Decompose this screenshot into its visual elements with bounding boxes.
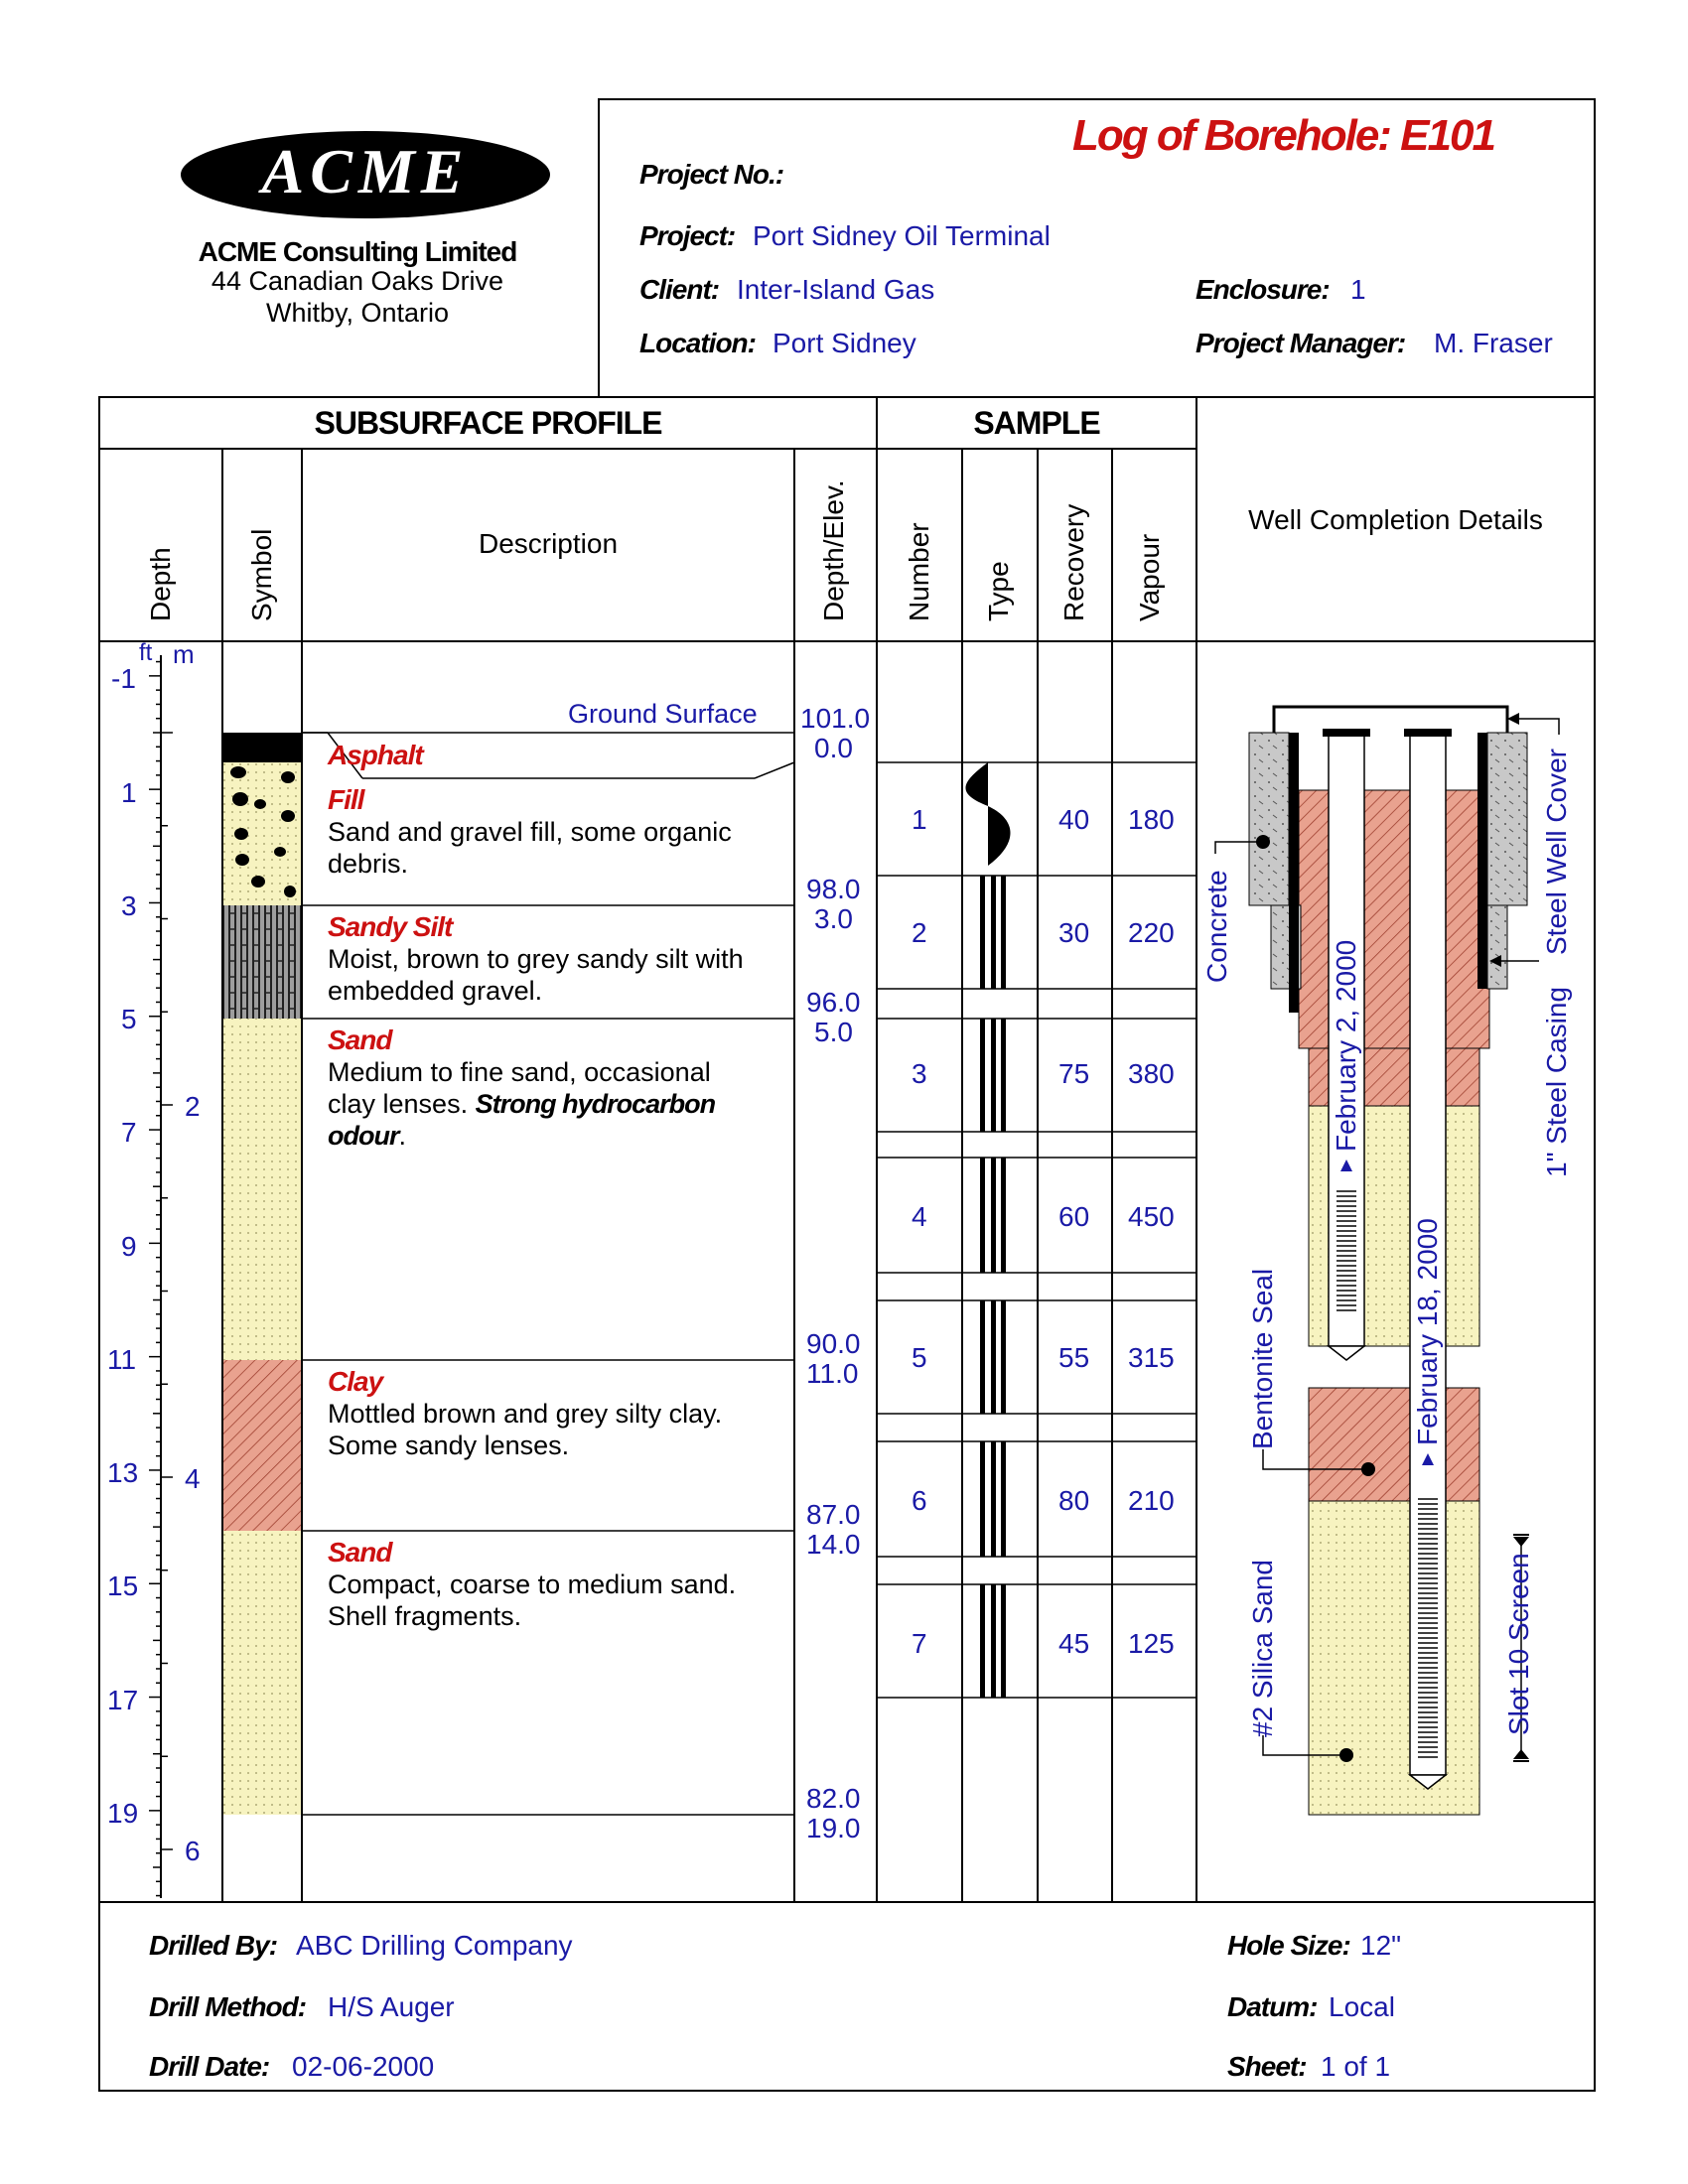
layer-description-text: clay lenses. (328, 1089, 469, 1119)
layer-name: Sand (328, 1024, 392, 1055)
sample-recovery: 75 (1058, 1058, 1090, 1089)
client-value: Inter-Island Gas (737, 274, 935, 305)
ground-surface-label: Ground Surface (568, 699, 758, 729)
elevation-value: 82.0 (806, 1783, 861, 1814)
project-no-label: Project No.: (639, 159, 784, 190)
manager-label: Project Manager: (1196, 328, 1406, 358)
elevation-value: 96.0 (806, 987, 861, 1018)
layer-description: embedded gravel. (328, 976, 543, 1006)
sample-recovery: 40 (1058, 804, 1090, 835)
recovery-header: Recovery (1058, 503, 1089, 621)
sample-number: 6 (912, 1485, 927, 1516)
drill-date-label: Drill Date: (149, 2051, 270, 2082)
subsurface-profile-heading: SUBSURFACE PROFILE (314, 405, 662, 441)
company-address-1: 44 Canadian Oaks Drive (211, 266, 504, 296)
depth-header: Depth (145, 547, 176, 621)
sample-number: 4 (912, 1201, 927, 1232)
company-logo: ACME (261, 136, 470, 206)
datum-label: Datum: (1227, 1991, 1318, 2022)
sample-recovery: 30 (1058, 917, 1090, 948)
location-value: Port Sidney (773, 328, 916, 358)
sample-number: 2 (912, 917, 927, 948)
sample-number: 7 (912, 1628, 927, 1659)
ft-tick-label: 19 (107, 1798, 139, 1829)
sample-recovery: 80 (1058, 1485, 1090, 1516)
ft-tick-label: 15 (107, 1570, 139, 1601)
layer-emphasis: Strong hydrocarbon (475, 1089, 716, 1119)
ft-tick-label: 11 (107, 1344, 137, 1375)
vapour-header: Vapour (1134, 533, 1165, 621)
sample-heading: SAMPLE (973, 405, 1100, 441)
sheet-label: Sheet: (1227, 2051, 1307, 2082)
layer-description: Moist, brown to grey sandy silt with (328, 944, 744, 974)
slot-screen-label: Slot 10 Screen (1503, 1553, 1534, 1735)
type-header: Type (983, 561, 1014, 621)
ft-tick-label: 17 (107, 1685, 139, 1715)
ft-tick-label: 1 (121, 777, 137, 808)
sample-vapour: 315 (1128, 1342, 1175, 1373)
ft-tick-label: 5 (121, 1004, 137, 1034)
layer-description: Sand and gravel fill, some organic (328, 817, 732, 847)
project-label: Project: (639, 220, 736, 251)
layer-description: Compact, coarse to medium sand. (328, 1570, 737, 1599)
description-header: Description (478, 528, 619, 559)
hole-size-label: Hole Size: (1227, 1930, 1350, 1961)
layer-name: Asphalt (328, 740, 423, 770)
ft-tick-label: 13 (107, 1457, 139, 1488)
steel-well-cover-label: Steel Well Cover (1541, 748, 1572, 955)
sample-vapour: 450 (1128, 1201, 1175, 1232)
project-value: Port Sidney Oil Terminal (753, 220, 1051, 251)
depth-elev-header: Depth/Elev. (818, 479, 849, 621)
depth-value: 5.0 (814, 1017, 853, 1047)
layer-description: Shell fragments. (328, 1601, 522, 1631)
drill-date-value: 02-06-2000 (292, 2051, 435, 2082)
hole-size-value: 12" (1360, 1930, 1402, 1961)
page-title: Log of Borehole: E101 (1072, 111, 1494, 160)
sample-vapour: 210 (1128, 1485, 1175, 1516)
layer-name: Fill (328, 784, 364, 815)
m-tick-label: 6 (185, 1836, 201, 1866)
layer-description: debris. (328, 849, 409, 879)
elevation-value: 98.0 (806, 874, 861, 904)
sheet-value: 1 of 1 (1321, 2051, 1391, 2082)
sample-recovery: 45 (1058, 1628, 1090, 1659)
well-completion-header: Well Completion Details (1248, 504, 1543, 535)
bentonite-seal-label: Bentonite Seal (1247, 1268, 1278, 1449)
manager-value: M. Fraser (1434, 328, 1553, 358)
layer-description: Some sandy lenses. (328, 1431, 570, 1460)
elevation-value: 101.0 (800, 703, 871, 734)
drilled-by-value: ABC Drilling Company (296, 1930, 573, 1961)
company-address-2: Whitby, Ontario (265, 298, 450, 328)
depth-value: 19.0 (806, 1813, 861, 1843)
water-level-date-2: February 18, 2000 (1412, 1218, 1443, 1445)
depth-value: 0.0 (814, 733, 853, 763)
elevation-value: 87.0 (806, 1499, 861, 1530)
ft-unit-label: ft (139, 639, 153, 666)
silica-sand-label: #2 Silica Sand (1247, 1559, 1278, 1737)
layer-name: Sand (328, 1537, 392, 1568)
enclosure-value: 1 (1350, 274, 1366, 305)
m-unit-label: m (173, 639, 195, 669)
water-level-date-1: February 2, 2000 (1331, 939, 1361, 1152)
layer-emphasis: odour (328, 1121, 399, 1151)
sample-vapour: 125 (1128, 1628, 1175, 1659)
symbol-header: Symbol (246, 528, 277, 621)
drilled-by-label: Drilled By: (149, 1930, 278, 1961)
sample-number: 3 (912, 1058, 927, 1089)
concrete-label: Concrete (1201, 870, 1232, 983)
sample-vapour: 180 (1128, 804, 1175, 835)
elevation-value: 90.0 (806, 1328, 861, 1359)
ft-tick-label: 7 (121, 1117, 137, 1148)
layer-name: Sandy Silt (328, 911, 453, 942)
enclosure-label: Enclosure: (1196, 274, 1330, 305)
depth-value: 11.0 (806, 1358, 859, 1389)
m-tick-label: 4 (185, 1463, 201, 1494)
sample-recovery: 60 (1058, 1201, 1090, 1232)
sample-vapour: 380 (1128, 1058, 1175, 1089)
depth-value: 14.0 (806, 1529, 861, 1560)
datum-value: Local (1329, 1991, 1395, 2022)
layer-description: Medium to fine sand, occasional (328, 1057, 711, 1087)
company-name: ACME Consulting Limited (198, 236, 517, 267)
drill-method-label: Drill Method: (149, 1991, 307, 2022)
ft-tick-label: 3 (121, 890, 137, 921)
m-tick-label: 2 (185, 1091, 201, 1122)
location-label: Location: (639, 328, 756, 358)
layer-description: Mottled brown and grey silty clay. (328, 1399, 723, 1429)
sample-recovery: 55 (1058, 1342, 1090, 1373)
layer-name: Clay (328, 1366, 383, 1397)
depth-ruler (149, 655, 173, 1898)
ft-tick-label: -1 (111, 663, 136, 694)
sample-vapour: 220 (1128, 917, 1175, 948)
steel-casing-label: 1" Steel Casing (1541, 986, 1572, 1177)
sample-number: 5 (912, 1342, 927, 1373)
number-header: Number (904, 522, 934, 621)
layer-description (328, 1088, 715, 1120)
sample-number: 1 (912, 804, 927, 835)
client-label: Client: (639, 274, 720, 305)
depth-value: 3.0 (814, 903, 853, 934)
layer-description: odour. (328, 1121, 406, 1151)
drill-method-value: H/S Auger (328, 1991, 455, 2022)
ft-tick-label: 9 (121, 1231, 137, 1262)
